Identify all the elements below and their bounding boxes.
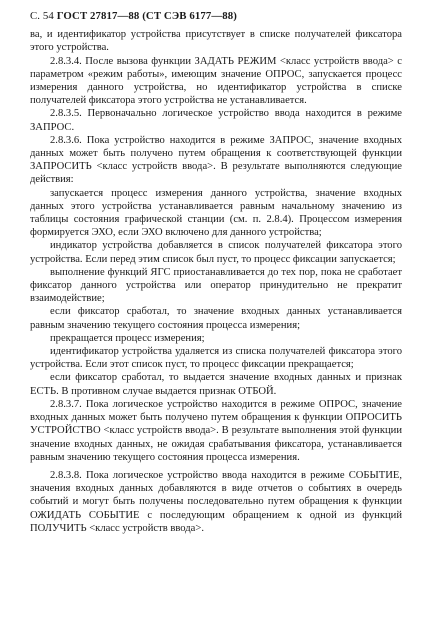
paragraph-2-8-3-7: 2.8.3.7. Пока логическое устройство находится в режиме ОПРОС, значение входных данных может быть получено путем обращения к функции ОПРОСИТЬ УСТРОЙСТВО <класс устройств ввода>. В результате выполнения этой функции значение входных данных, не ожидая срабатывания фиксатора, устанавливается равным значению текущего состояния процесса измерения. [30,398,402,463]
list-item-output: если фиксатор сработал, то выдается значение входных данных и признак ЕСТЬ. В противном случае выдается признак ОТБОЙ. [30,372,402,397]
list-item-stop-measure: прекращается процесс измерения; [50,332,205,344]
paragraph-2-8-3-5: 2.8.3.5. Первоначально логическое устройство ввода находится в режиме ЗАПРОС. [30,108,402,133]
paragraph-2-8-3-6: 2.8.3.6. Пока устройство находится в режиме ЗАПРОС, значение входных данных может быть получено путем обращения к соответствующей функции ЗАПРОСИТЬ <класс устройств ввода>. В результате выполняются следующие действия: [30,134,402,186]
page-header [30,10,402,23]
paragraph-2-8-3-4: 2.8.3.4. После вызова функции ЗАДАТЬ РЕЖИМ <класс устройств ввода> с параметром «режим работы», имеющим значение ОПРОС, запускается процесс измерения данного устройства, но идентификатор устройства в списке получателей фиксатора этого устройства не устанавливается. [30,55,402,107]
paragraph-continuation: ва, и идентификатор устройства присутствует в списке получателей фиксатора этого устройства. [30,29,402,54]
list-item-suspend: выполнение функций ЯГС приостанавливается до тех пор, пока не сработает фиксатор данного устройства или оператор принудительно не прекратит взаимодействие; [30,266,402,305]
list-item-measure-start: запускается процесс измерения данного устройства, значение входных данных этого устройства устанавливается равным начальному значению из таблицы состояния графической станции (см. п. 2.8.4). Процессом измерения формируется ЭХО, если ЭХО включено для данного устройства; [30,187,402,239]
standard-title: ГОСТ 27817—88 (СТ СЭВ 6177—88) [56,10,237,22]
list-item-add-receiver: индикатор устройства добавляется в список получателей фиксатора этого устройства. Если перед этим список был пуст, то процесс фиксации запускается; [30,240,402,265]
paragraph-2-8-3-8: 2.8.3.8. Пока логическое устройство ввода находится в режиме СОБЫТИЕ, значения входных данных добавляются в виде отчетов о событиях в очередь событий и могут быть получены последовательно путем обращения к функции ОЖИДАТЬ СОБЫТИЕ с последующим обращением к одной из функций ПОЛУЧИТЬ <класс устройств ввода>. [30,469,402,534]
list-item-value-set: если фиксатор сработал, то значение входных данных устанавливается равным значению текущего состояния процесса измерения; [30,306,402,331]
page-number: С. 54 [30,10,54,22]
list-item-remove-receiver: идентификатор устройства удаляется из списка получателей фиксатора этого устройства. Если этот список пуст, то процесс фиксации прекращается; [30,346,402,371]
